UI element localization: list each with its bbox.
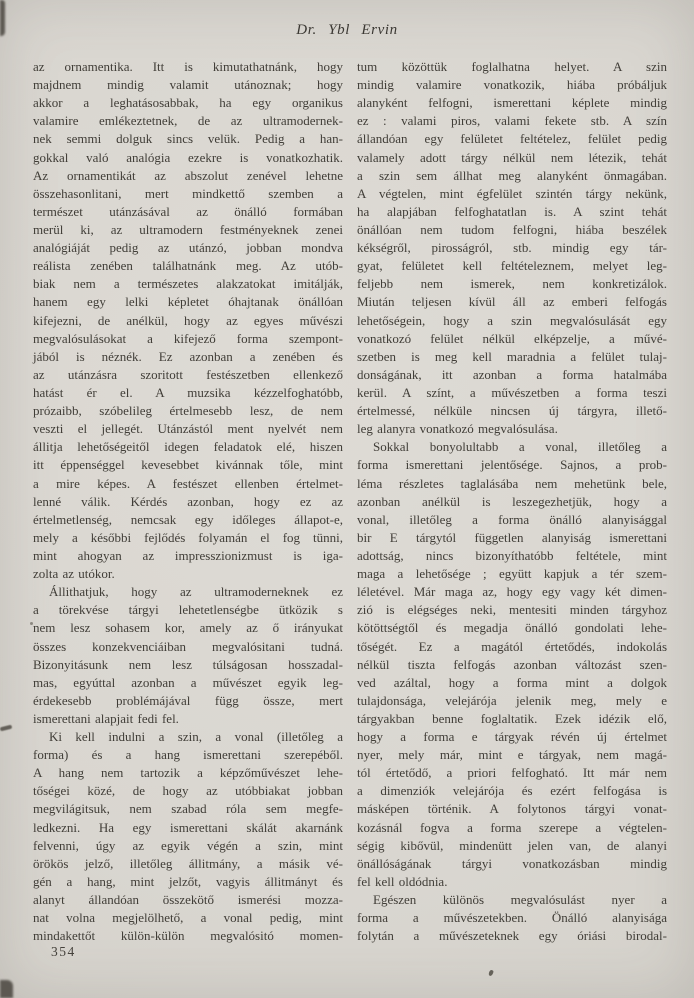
- text-line: másképen történik. A folytonos tárgyi vonat-: [357, 801, 667, 817]
- text-line: nem lesz sohasem kor, amely az ő irányukat: [33, 620, 343, 636]
- text-line: gokkal való analógia ezekre is vonatkozhatik.: [33, 149, 343, 165]
- text-line: nek semmi dolguk sincs velük. Pedig a han-: [33, 131, 343, 147]
- text-line: bir E tárgytól független alanyiság ismerettani: [357, 529, 667, 545]
- text-line: tum közöttük foglalhatna helyet. A szin: [357, 59, 667, 74]
- text-line: A hang nem tartozik a képzőművészet lehe-: [33, 765, 343, 781]
- text-line: az ornamentika. Itt is kimutathatnánk, hogy: [33, 59, 343, 74]
- text-line: akkor a leghatásosabbak, ha egy organikus: [33, 95, 343, 111]
- text-line: Bizonyitásunk nem lesz túlságosan hosszadal-: [33, 656, 343, 672]
- text-line: mely a későbbi fejlődés folyamán el fog tünni,: [33, 529, 343, 545]
- text-line: ségig kibővül, mindenütt jelen van, de alanyi: [357, 837, 667, 853]
- text-line: Miután teljesen kívül áll az emberi felfogás: [357, 294, 667, 310]
- text-line: valamire emlékeztetnek, de az ultramodernek-: [33, 113, 343, 129]
- right-text-column: [357, 58, 667, 945]
- text-line: ved azáltal, hogy a forma mint a dolgok: [357, 674, 667, 690]
- text-line: tól értetődő, a priori felfogható. Itt már nem: [357, 765, 667, 781]
- text-line: forma ismerettani jelentősége. Sajnos, a prob-: [357, 457, 667, 473]
- text-line: az utánzásra szoritott festészetben ellenkező: [33, 366, 343, 382]
- text-line: kötöttségtől és megadja önálló gondolati lehe-: [357, 620, 667, 636]
- text-line: kifejezni, de anélkül, hogy az egyes művészi: [33, 312, 343, 328]
- text-line: értelmetlenség, nemcsak egy időleges állapot-e,: [33, 511, 343, 527]
- text-line: gén a hang, mint jelzőt, vagyis állitmányt és: [33, 873, 343, 889]
- text-line: tőségei közé, de hogy az utóbbiakat jobban: [33, 783, 343, 799]
- text-line: megvilágitsuk, nem szabad róla sem megfe-: [33, 801, 343, 817]
- text-line: hatást ér el. A muzsika kézzelfoghatóbb,: [33, 384, 343, 400]
- text-line: tőségét. Ez a magától értetődés, indokolás: [357, 638, 667, 654]
- text-line: hanem egy lelki képletet óhajtanak önállóan: [33, 294, 343, 310]
- text-line: Ki kell indulni a szin, a vonal (illetőleg a: [49, 729, 343, 745]
- text-line: Állithatjuk, hogy az ultramoderneknek ez: [49, 584, 343, 600]
- text-line: analógiáját pedig az utánzó, jobban mondva: [33, 240, 343, 256]
- text-line: érdekesebb problémájával függ össze, mert: [33, 692, 343, 708]
- text-line: lehetőségein, hogy a szin megvalósulását egy: [357, 312, 667, 328]
- text-line: összehasonlitani, mert mindkettő szemben a: [33, 185, 343, 201]
- text-line: reálista zenében találhatnánk meg. Az utób-: [33, 258, 343, 274]
- text-line: tárgyakban benne foglaltatik. Ezek idézik elő,: [357, 710, 667, 726]
- scan-smudge-bottom-left: [0, 980, 13, 998]
- text-line: jából is néznék. Ez azonban a zenében és: [33, 348, 343, 364]
- text-line: nat volna megjelölhető, a vonal pedig, mint: [33, 910, 343, 926]
- text-line: ez : valami piros, valami fekete stb. A szín: [357, 113, 667, 129]
- text-line: mindig valamire vonatkozik, hiába próbáljuk: [357, 77, 667, 93]
- text-line: léma részletes taglalásába nem mehetünk bele,: [357, 475, 667, 491]
- text-line: alanyként felfogni, ismerettani képlete mindig: [357, 95, 667, 111]
- text-line: a szin sem állhat meg alanyként önmagában.: [357, 167, 667, 183]
- text-line: kerül. A színt, a művészetben a forma teszi: [357, 384, 667, 400]
- text-line: feljebb nem ismerek, nem konkretizálok.: [357, 276, 667, 292]
- text-line: donságának, itt azonban a forma hatalmába: [357, 366, 667, 382]
- text-line: önállóságának tárgyi vonatkozásban mindig: [357, 855, 667, 871]
- text-line: veszti el jellegét. Utánzástól ment nyelvét nem: [33, 421, 343, 437]
- text-line: A végtelen, mint égfelület szintén tárgy nekünk,: [357, 185, 667, 201]
- page-number: 354: [51, 944, 76, 959]
- text-line: azonban anélkül is leszegezhetjük, hogy a: [357, 493, 667, 509]
- text-line: Az ornamentikát az abszolut zenével lehetne: [33, 167, 343, 183]
- text-line: itt éppenséggel kevesebbet kivánnak tőle, mint: [33, 457, 343, 473]
- text-line: forma) és a hang ismerettani szerepéből.: [33, 747, 343, 763]
- text-line: kékségről, pirosságról, stb. mindig egy tár-: [357, 240, 667, 256]
- text-line: ismerettani alapjait fedi fel.: [33, 710, 179, 726]
- text-line: nélkül tiszta felfogás azonban változást szen-: [357, 656, 667, 672]
- text-line: szetben is meg kell maradnia a felület tulaj-: [357, 348, 667, 364]
- text-line: fel kell oldódnia.: [357, 873, 448, 889]
- text-line: lenné válik. Kérdés azonban, hogy ez az: [33, 493, 343, 509]
- text-line: önállóan nem tudom felfogni, hiába beszélek: [357, 221, 667, 237]
- text-line: zió is elégséges neki, mentesiti minden tárgyhoz: [357, 602, 667, 618]
- text-line: összes konzekvenciáiban megvalósitani tudná.: [33, 638, 343, 654]
- text-line: állitja lehetőségeitől idegen feladatok elé, hiszen: [33, 439, 343, 455]
- text-line: zolta az utókor.: [33, 566, 115, 582]
- text-line: merül ki, az ultramodern festményeknek zenei: [33, 221, 343, 237]
- text-line: örökös jelző, illetőleg állitmány, a másik vé-: [33, 855, 343, 871]
- text-line: a törekvése tárgyi lehetetlenségbe ütközik s: [33, 602, 343, 618]
- text-line: gyat, felületet kell feltételeznem, melyet leg-: [357, 258, 667, 274]
- text-line: ha alapjában felfoghatatlan is. A szint tehát: [357, 203, 667, 219]
- text-line: maga a lehetősége ; együtt kapjuk a tér szem-: [357, 566, 667, 582]
- text-line: tulajdonsága, velejárója jelenik meg, mely e: [357, 692, 667, 708]
- left-text-column: [33, 58, 343, 945]
- text-line: megvalósulásokat a kifejező forma szempont-: [33, 330, 343, 346]
- text-line: alanyt állandóan összekötő ismerési mozza-: [33, 892, 343, 908]
- running-head-author: Dr. Ybl Ervin: [296, 22, 398, 38]
- text-line: ledkezni. Ha egy ismerettani skálát akarnánk: [33, 819, 343, 835]
- text-line: majdnem mindig valamit utánoznak; hogy: [33, 77, 343, 93]
- text-line: prózaibb, szóbelileg értelmesebb lesz, de nem: [33, 403, 343, 419]
- text-line: folytán a művészeteknek egy óriási birodal-: [357, 928, 667, 944]
- text-columns: [33, 58, 667, 945]
- text-line: adottság, nincs bizonyíthatóbb feltétele, mint: [357, 547, 667, 563]
- text-line: Sokkal bonyolultabb a vonal, illetőleg a: [373, 439, 667, 455]
- text-line: mint ahogyan az impresszionizmust is iga-: [33, 547, 343, 563]
- ink-speck: [488, 969, 494, 976]
- text-line: természet utánzásával az önálló formában: [33, 203, 343, 219]
- text-line: leg alanyra vonatkozó megvalósulása.: [357, 421, 558, 437]
- text-line: mindakettőt külön-külön megvalósitó momen-: [33, 928, 343, 944]
- text-line: forma a művészetekben. Önálló alanyisága: [357, 910, 667, 926]
- text-line: valamely adott tárgy nélkül nem létezik, tehát: [357, 149, 667, 165]
- text-line: felvenni, úgy az egyik végén a szin, mint: [33, 837, 343, 853]
- text-line: biak nem a természetes alakzatokat imitálják,: [33, 276, 343, 292]
- text-line: a dimenziók velejárója és ezért felfogása is: [357, 783, 667, 799]
- text-line: kozásnál fogva a forma szerepe a végtelen-: [357, 819, 667, 835]
- text-line: a mire képes. A festészet ellenben értelmet-: [33, 475, 343, 491]
- text-line: nyer, mely már, mint e tárgyak, nem magá-: [357, 747, 667, 763]
- text-line: értelmessé, nélküle nincsen új tárgyra, illető-: [357, 403, 667, 419]
- text-line: hogy a forma e tárgyak révén új értelmet: [357, 729, 667, 745]
- text-line: léletével. Már maga az, hogy egy vagy két dimen-: [357, 584, 667, 600]
- text-line: mas, egyúttal azonban a művészet egyik leg-: [33, 674, 343, 690]
- text-line: vonatkozó felület nélkül elképzelje, a művé-: [357, 330, 667, 346]
- text-line: állandóan egy felületet feltételez, felület pedig: [357, 131, 667, 147]
- text-line: vonal, illetőleg a forma önálló alanyisággal: [357, 511, 667, 527]
- faint-dot-artifact: [30, 622, 33, 625]
- text-line: Egészen különös megvalósulást nyer a: [373, 892, 667, 908]
- margin-pen-mark: [0, 725, 12, 732]
